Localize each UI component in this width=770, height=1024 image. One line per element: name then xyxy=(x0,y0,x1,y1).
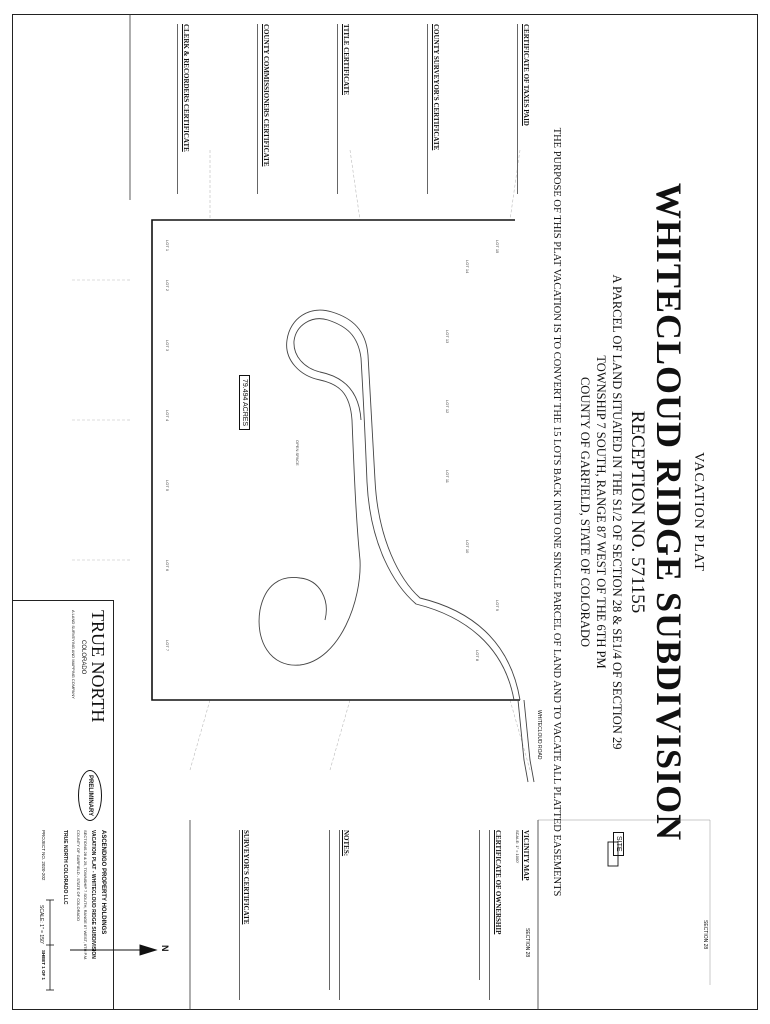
lot-label-14: LOT 14 xyxy=(465,260,470,274)
lot-label-7: LOT 7 xyxy=(165,640,170,652)
surveyor-text-line xyxy=(239,830,240,1000)
taxes-cert-title: CERTIFICATE OF TAXES PAID xyxy=(522,24,530,126)
north-label: N xyxy=(160,945,170,952)
firm-logo: TRUE NORTH xyxy=(88,610,108,723)
preliminary-stamp: PRELIMINARY xyxy=(78,770,102,821)
firm-region: COLORADO xyxy=(80,640,86,675)
clerk-cert-title: CLERK & RECORDERS CERTIFICATE xyxy=(182,24,190,152)
lot-label-8: LOT 8 xyxy=(475,650,480,662)
clerk-text-line xyxy=(177,24,178,194)
commissioners-cert-title: COUNTY COMMISSIONERS CERTIFICATE xyxy=(262,24,270,167)
firm-tagline: A LAND SURVEYING AND MAPPING COMPANY xyxy=(71,610,76,699)
open-space-label: OPEN SPACE xyxy=(295,440,300,466)
lot-label-5: LOT 5 xyxy=(165,480,170,492)
title-cert-title: TITLE CERTIFICATE xyxy=(342,24,350,96)
title-text-line xyxy=(337,24,338,194)
legal-description-line-1: A PARCEL OF LAND SITUATED IN THE S1/2 OF SECTION 28 & SE1/4 OF SECTION 29 xyxy=(610,274,624,750)
lot-label-10: LOT 10 xyxy=(465,540,470,554)
legal-description-line-2: TOWNSHIP 7 SOUTH, RANGE 87 WEST OF THE 6TH PM xyxy=(594,355,608,669)
site-label: SITE xyxy=(613,832,624,856)
firm-name: TRUE NORTH COLORADO LLC xyxy=(62,830,68,905)
road-label: WHITECLOUD ROAD xyxy=(536,710,542,760)
legal-description-line-3: COUNTY OF GARFIELD, STATE OF COLORADO xyxy=(578,376,592,648)
lot-label-4: LOT 4 xyxy=(165,410,170,422)
ownership-text-line xyxy=(489,830,490,1000)
vicinity-map-title: VICINITY MAP xyxy=(522,830,530,881)
taxes-text-line xyxy=(517,24,518,194)
lot-label-3: LOT 3 xyxy=(165,340,170,352)
road-edge-south xyxy=(518,700,528,782)
project-title: VACATION PLAT - WHITECLOUD RIDGE SUBDIVISION xyxy=(90,830,96,959)
section-corner-label: SECTION 28 xyxy=(524,928,530,958)
ownership-text-line xyxy=(479,830,480,980)
sheet-number: SHEET 1 OF 1 xyxy=(41,950,46,981)
county-surveyor-cert-title: COUNTY SURVEYOR'S CERTIFICATE xyxy=(432,24,440,151)
ownership-cert-title: CERTIFICATE OF OWNERSHIP xyxy=(494,830,502,935)
plat-type-label: VACATION PLAT xyxy=(691,452,706,572)
lot-label-13: LOT 13 xyxy=(445,330,450,344)
client-name: ASCENDIGO PROPERTY HOLDINGS xyxy=(100,830,106,935)
notes-title: NOTES: xyxy=(342,830,350,857)
scale-label: SCALE: 1" = 150' xyxy=(38,905,44,944)
surveyor-cert-title: SURVEYOR'S CERTIFICATE xyxy=(242,830,250,925)
lot-label-9: LOT 9 xyxy=(495,600,500,612)
lot-label-15: LOT 15 xyxy=(495,240,500,254)
lot-label-6: LOT 6 xyxy=(165,560,170,572)
project-number: PROJECT NO. 2020-202 xyxy=(41,830,46,881)
internal-road-south xyxy=(294,319,514,700)
lot-label-12: LOT 12 xyxy=(445,400,450,414)
lot-label-2: LOT 2 xyxy=(165,280,170,292)
reception-number: RECEPTION NO. 571155 xyxy=(627,410,648,614)
project-location: SECTIONS 28 & 29, TOWNSHIP 7 SOUTH, RANGE 87 WEST, 6TH P.M. xyxy=(83,830,88,961)
acreage-label: 79.494 ACRES xyxy=(239,375,250,430)
notes-text-line xyxy=(329,830,330,990)
vicinity-section-label: SECTION 28 xyxy=(702,920,708,950)
plat-title: WHITECLOUD RIDGE SUBDIVISION xyxy=(649,182,689,842)
cul-de-sac xyxy=(259,560,360,665)
parcel-boundary xyxy=(152,220,520,700)
lot-label-1: LOT 1 xyxy=(165,240,170,252)
notes-text-line xyxy=(339,830,340,1000)
surveyor-text-line xyxy=(427,24,428,194)
vicinity-map-scale: SCALE: 1" = 1000' xyxy=(515,830,520,864)
purpose-statement: THE PURPOSE OF THIS PLAT VACATION IS TO CONVERT THE 15 LOTS BACK INTO ONE SINGLE PARCEL OF LAND AND TO VACATE ALL PLATTED EASEMENTS xyxy=(551,127,562,897)
project-county: COUNTY OF GARFIELD - STATE OF COLORADO xyxy=(76,830,81,922)
commissioners-text-line xyxy=(257,24,258,194)
lot-label-11: LOT 11 xyxy=(445,470,450,483)
title-block-frame xyxy=(12,600,114,1010)
